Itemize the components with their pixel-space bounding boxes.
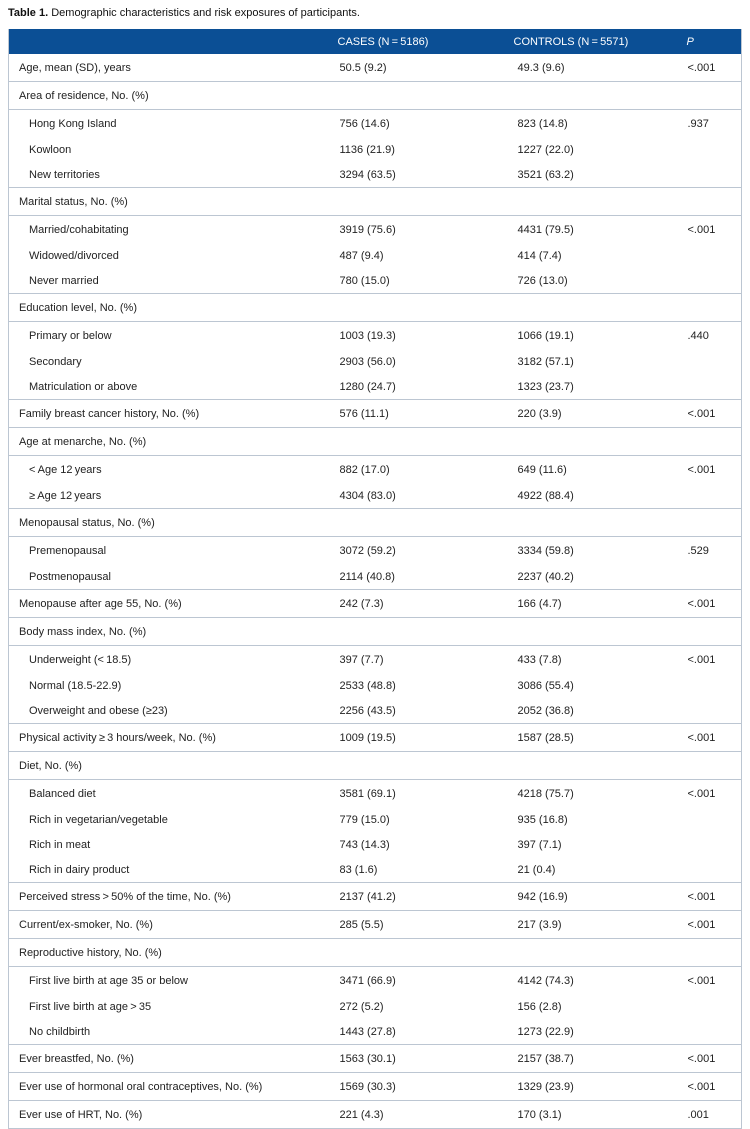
row-cases-value xyxy=(334,188,497,216)
row-cases-value: 2903 (56.0) xyxy=(339,355,396,368)
row-label: Hong Kong Island xyxy=(9,110,334,138)
table-row xyxy=(9,967,742,995)
row-controls-value: 2157 (38.7) xyxy=(497,1045,685,1073)
row-p-value xyxy=(685,673,742,698)
row-controls-value: 823 (14.8) xyxy=(497,110,685,138)
row-p-value: <.001 xyxy=(685,590,742,618)
row-p-value xyxy=(685,188,742,216)
table-row xyxy=(9,294,742,322)
row-cases-value xyxy=(334,618,497,646)
table-row xyxy=(9,939,742,967)
row-cases-value: 1136 (21.9) xyxy=(339,143,395,156)
row-controls-value: 397 (7.1) xyxy=(517,838,562,851)
row-cases-value xyxy=(334,82,497,110)
row-controls-value: 4922 (88.4) xyxy=(517,489,574,502)
row-p-value xyxy=(685,483,742,509)
table-row xyxy=(9,752,742,780)
row-controls-value: 3182 (57.1) xyxy=(517,355,574,368)
row-label: Body mass index, No. (%) xyxy=(9,618,334,646)
row-controls-value xyxy=(497,294,685,322)
row-controls-value: 21 (0.4) xyxy=(517,863,556,876)
row-cases-value: 221 (4.3) xyxy=(334,1101,497,1129)
row-label: < Age 12 years xyxy=(9,456,334,484)
row-p-value xyxy=(685,939,742,967)
table-row xyxy=(9,832,742,857)
row-controls-value xyxy=(497,188,685,216)
row-cases-value: 2533 (48.8) xyxy=(339,679,396,692)
row-p-value xyxy=(685,832,742,857)
table-row xyxy=(9,162,742,188)
row-cases-value: 2137 (41.2) xyxy=(334,883,497,911)
row-label: Kowloon xyxy=(29,143,72,156)
row-cases-value: 756 (14.6) xyxy=(334,110,497,138)
row-label: Current/ex-smoker, No. (%) xyxy=(9,911,334,939)
row-label: Balanced diet xyxy=(9,780,334,808)
row-label: Age at menarche, No. (%) xyxy=(9,428,334,456)
row-controls-value: 726 (13.0) xyxy=(517,274,568,287)
row-p-value xyxy=(685,137,742,162)
row-p-value xyxy=(685,618,742,646)
row-label: Premenopausal xyxy=(9,537,334,565)
row-label: Physical activity ≥ 3 hours/week, No. (%) xyxy=(9,724,334,752)
row-cases-value: 487 (9.4) xyxy=(339,249,384,262)
row-label: Overweight and obese (≥23) xyxy=(29,704,168,717)
row-cases-value: 4304 (83.0) xyxy=(339,489,396,502)
table-row xyxy=(9,1073,742,1101)
table-row xyxy=(9,216,742,244)
row-label: Area of residence, No. (%) xyxy=(9,82,334,110)
row-label: No childbirth xyxy=(29,1025,91,1038)
row-controls-value: 942 (16.9) xyxy=(497,883,685,911)
row-label: Ever use of hormonal oral contraceptives, No. (%) xyxy=(9,1073,334,1101)
row-cases-value xyxy=(334,752,497,780)
table-row xyxy=(9,537,742,565)
row-label: First live birth at age > 35 xyxy=(29,1000,152,1013)
row-label: Ever breastfed, No. (%) xyxy=(9,1045,334,1073)
row-p-value: <.001 xyxy=(685,216,742,244)
table-row xyxy=(9,564,742,590)
row-p-value xyxy=(685,294,742,322)
row-cases-value: 2256 (43.5) xyxy=(339,704,396,717)
table-row xyxy=(9,243,742,268)
row-controls-value: 935 (16.8) xyxy=(517,813,568,826)
table-caption xyxy=(8,6,360,20)
row-p-value xyxy=(685,428,742,456)
table-row xyxy=(9,1101,742,1129)
row-label: Ever use of HRT, No. (%) xyxy=(9,1101,334,1129)
row-cases-value: 576 (11.1) xyxy=(334,400,497,428)
row-controls-value: 3334 (59.8) xyxy=(497,537,685,565)
row-cases-value: 3919 (75.6) xyxy=(334,216,497,244)
row-controls-value: 2052 (36.8) xyxy=(517,704,574,717)
header-cases: CASES (N = 5186) xyxy=(337,35,429,48)
table-row xyxy=(9,188,742,216)
row-label: Rich in meat xyxy=(29,838,91,851)
row-label: Menopause after age 55, No. (%) xyxy=(9,590,334,618)
row-controls-value xyxy=(497,618,685,646)
row-p-value xyxy=(685,994,742,1019)
table-row xyxy=(9,780,742,808)
demographics-table xyxy=(8,29,742,1129)
row-cases-value: 3294 (63.5) xyxy=(339,168,396,181)
row-p-value xyxy=(685,509,742,537)
row-cases-value: 3581 (69.1) xyxy=(334,780,497,808)
row-controls-value: 3086 (55.4) xyxy=(517,679,574,692)
row-label: First live birth at age 35 or below xyxy=(9,967,334,995)
table-row xyxy=(9,911,742,939)
row-label: Matriculation or above xyxy=(29,380,138,393)
table-row xyxy=(9,807,742,832)
row-cases-value: 83 (1.6) xyxy=(339,863,378,876)
row-controls-value: 1323 (23.7) xyxy=(517,380,574,393)
row-label: Menopausal status, No. (%) xyxy=(9,509,334,537)
row-label: Rich in dairy product xyxy=(29,863,130,876)
row-label: Diet, No. (%) xyxy=(9,752,334,780)
table-row xyxy=(9,994,742,1019)
row-cases-value: 1009 (19.5) xyxy=(334,724,497,752)
table-row xyxy=(9,673,742,698)
table-row xyxy=(9,618,742,646)
row-controls-value: 3521 (63.2) xyxy=(517,168,574,181)
row-p-value: .440 xyxy=(685,322,742,350)
row-p-value: .529 xyxy=(685,537,742,565)
row-cases-value: 50.5 (9.2) xyxy=(339,61,387,74)
row-p-value: <.001 xyxy=(685,646,742,674)
table-row xyxy=(9,646,742,674)
row-cases-value: 272 (5.2) xyxy=(339,1000,384,1013)
table-row xyxy=(9,883,742,911)
row-controls-value: 2237 (40.2) xyxy=(517,570,574,583)
row-label: Secondary xyxy=(29,355,82,368)
row-p-value xyxy=(685,374,742,400)
table-row xyxy=(9,54,742,82)
row-p-value xyxy=(685,752,742,780)
row-p-value xyxy=(685,1019,742,1045)
table-caption-label: Table 1. xyxy=(8,7,49,19)
row-label: ≥ Age 12 years xyxy=(29,489,102,502)
row-p-value: <.001 xyxy=(685,780,742,808)
row-p-value: .937 xyxy=(685,110,742,138)
row-cases-value: 242 (7.3) xyxy=(334,590,497,618)
row-p-value: <.001 xyxy=(685,724,742,752)
table-row xyxy=(9,110,742,138)
row-cases-value: 780 (15.0) xyxy=(339,274,390,287)
row-cases-value: 397 (7.7) xyxy=(334,646,497,674)
row-label: Marital status, No. (%) xyxy=(9,188,334,216)
row-cases-value: 1569 (30.3) xyxy=(334,1073,497,1101)
row-cases-value xyxy=(334,509,497,537)
row-controls-value: 1587 (28.5) xyxy=(497,724,685,752)
row-controls-value xyxy=(497,752,685,780)
row-label: Reproductive history, No. (%) xyxy=(9,939,334,967)
row-p-value xyxy=(685,82,742,110)
header-p-value: P xyxy=(686,35,694,48)
row-p-value: <.001 xyxy=(685,911,742,939)
row-controls-value: 4142 (74.3) xyxy=(497,967,685,995)
row-controls-value: 1066 (19.1) xyxy=(497,322,685,350)
row-controls-value xyxy=(497,939,685,967)
row-p-value xyxy=(685,243,742,268)
row-p-value: <.001 xyxy=(687,61,716,74)
table-row xyxy=(9,428,742,456)
row-p-value: <.001 xyxy=(685,883,742,911)
table-row xyxy=(9,509,742,537)
row-cases-value xyxy=(334,294,497,322)
row-p-value: <.001 xyxy=(685,1045,742,1073)
table-row xyxy=(9,483,742,509)
row-controls-value: 4218 (75.7) xyxy=(497,780,685,808)
table-row xyxy=(9,322,742,350)
row-p-value xyxy=(685,857,742,883)
table-row xyxy=(9,374,742,400)
row-cases-value: 1003 (19.3) xyxy=(334,322,497,350)
row-cases-value: 1563 (30.1) xyxy=(334,1045,497,1073)
row-p-value xyxy=(685,564,742,590)
table-row xyxy=(9,1019,742,1045)
table-row xyxy=(9,82,742,110)
row-controls-value: 649 (11.6) xyxy=(497,456,685,484)
row-label: Age, mean (SD), years xyxy=(19,61,131,74)
row-p-value: .001 xyxy=(685,1101,742,1129)
row-controls-value: 1273 (22.9) xyxy=(517,1025,574,1038)
row-p-value: <.001 xyxy=(685,967,742,995)
row-controls-value: 217 (3.9) xyxy=(497,911,685,939)
row-cases-value: 743 (14.3) xyxy=(339,838,390,851)
table-row xyxy=(9,1045,742,1073)
table-row xyxy=(9,857,742,883)
row-p-value: <.001 xyxy=(685,400,742,428)
header-controls: CONTROLS (N = 5571) xyxy=(513,35,629,48)
row-cases-value: 1443 (27.8) xyxy=(339,1025,396,1038)
row-p-value xyxy=(685,349,742,374)
row-p-value: <.001 xyxy=(685,1073,742,1101)
row-controls-value: 170 (3.1) xyxy=(497,1101,685,1129)
row-label: Underweight (< 18.5) xyxy=(9,646,334,674)
row-cases-value: 3072 (59.2) xyxy=(334,537,497,565)
table-row xyxy=(9,400,742,428)
row-cases-value: 3471 (66.9) xyxy=(334,967,497,995)
row-label: Perceived stress > 50% of the time, No. (%) xyxy=(9,883,334,911)
row-label: Postmenopausal xyxy=(29,570,111,583)
row-controls-value: 414 (7.4) xyxy=(517,249,562,262)
row-cases-value: 2114 (40.8) xyxy=(339,570,395,583)
table-row xyxy=(9,698,742,724)
row-controls-value xyxy=(497,82,685,110)
row-label: New territories xyxy=(29,168,100,181)
row-p-value xyxy=(685,162,742,188)
row-controls-value: 49.3 (9.6) xyxy=(517,61,565,74)
table-row xyxy=(9,268,742,294)
row-p-value xyxy=(685,268,742,294)
row-controls-value: 166 (4.7) xyxy=(497,590,685,618)
row-controls-value xyxy=(497,509,685,537)
table-caption-text: Demographic characteristics and risk exposures of participants. xyxy=(51,7,360,19)
table-row xyxy=(9,137,742,162)
row-controls-value: 433 (7.8) xyxy=(497,646,685,674)
row-label: Education level, No. (%) xyxy=(9,294,334,322)
table-row xyxy=(9,590,742,618)
table-header-row xyxy=(9,29,742,54)
row-p-value xyxy=(685,807,742,832)
row-label: Married/cohabitating xyxy=(9,216,334,244)
table-row xyxy=(9,349,742,374)
row-controls-value: 220 (3.9) xyxy=(497,400,685,428)
row-cases-value: 779 (15.0) xyxy=(339,813,390,826)
row-p-value: <.001 xyxy=(685,456,742,484)
row-cases-value xyxy=(334,428,497,456)
table-body xyxy=(9,54,742,1129)
row-label: Normal (18.5-22.9) xyxy=(29,679,122,692)
row-label: Family breast cancer history, No. (%) xyxy=(9,400,334,428)
row-cases-value xyxy=(334,939,497,967)
table-row xyxy=(9,456,742,484)
row-controls-value: 4431 (79.5) xyxy=(497,216,685,244)
row-p-value xyxy=(685,698,742,724)
header-variable xyxy=(9,29,334,54)
row-label: Primary or below xyxy=(9,322,334,350)
row-controls-value: 1329 (23.9) xyxy=(497,1073,685,1101)
row-controls-value: 1227 (22.0) xyxy=(517,143,574,156)
row-label: Widowed/divorced xyxy=(29,249,119,262)
row-cases-value: 1280 (24.7) xyxy=(339,380,396,393)
row-cases-value: 882 (17.0) xyxy=(334,456,497,484)
table-row xyxy=(9,724,742,752)
row-cases-value: 285 (5.5) xyxy=(334,911,497,939)
row-controls-value: 156 (2.8) xyxy=(517,1000,562,1013)
row-label: Rich in vegetarian/vegetable xyxy=(29,813,168,826)
row-controls-value xyxy=(497,428,685,456)
row-label: Never married xyxy=(29,274,99,287)
